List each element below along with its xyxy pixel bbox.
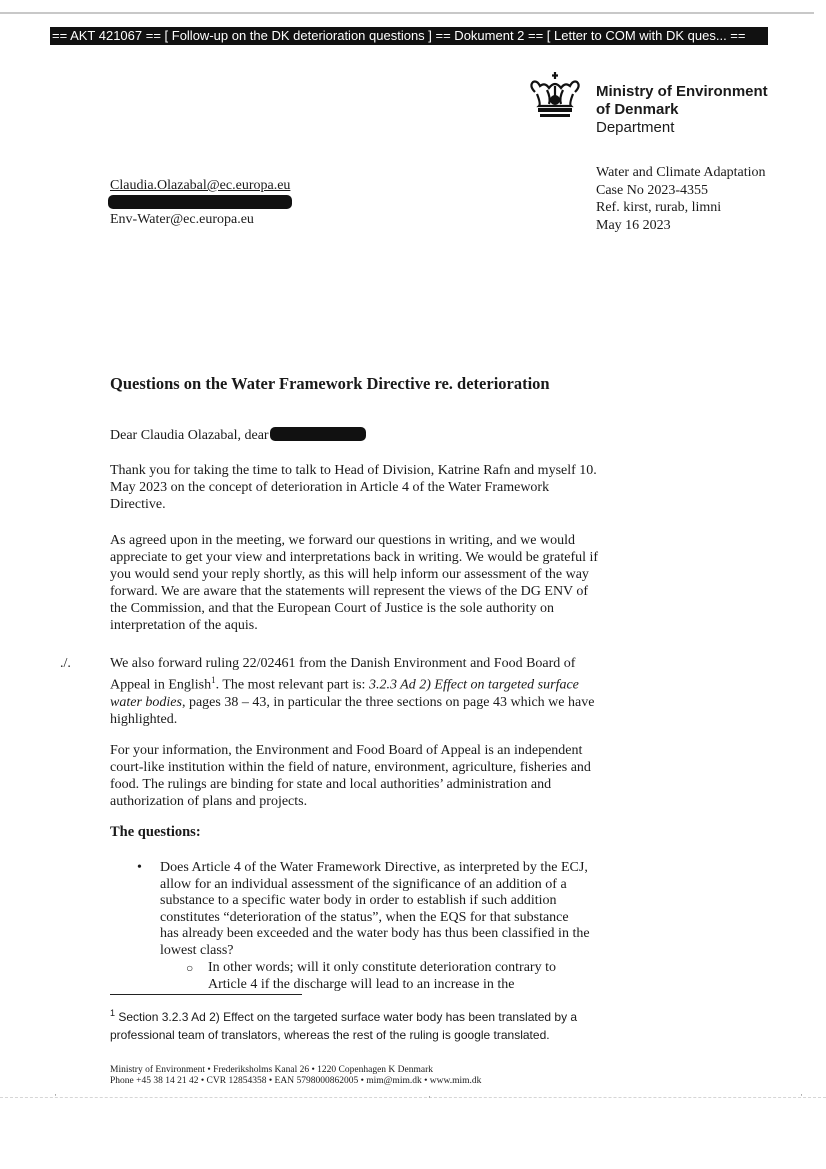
ministry-department: Department xyxy=(596,119,675,136)
footer-contact: Phone +45 38 14 21 42 • CVR 12854358 • EAN 5798000862005 • mim@mim.dk • www.mim.dk xyxy=(110,1076,482,1086)
scan-mark: · xyxy=(54,1090,57,1100)
questions-list xyxy=(110,860,590,993)
salutation xyxy=(110,427,605,444)
recipient-email-3[interactable]: Env-Water@ec.europa.eu xyxy=(110,212,254,227)
footnote xyxy=(110,1004,590,1044)
sub-question-item xyxy=(160,960,590,993)
ministry-name: Ministry of Environment xyxy=(596,83,768,100)
reference: Ref. kirst, rurab, limni xyxy=(596,200,722,215)
sender-unit: Water and Climate Adaptation xyxy=(596,165,766,180)
footnote-rule xyxy=(110,994,302,995)
paragraph-2: As agreed upon in the meeting, we forward our questions in writing, and we would appreciate to get your view and interpretations back in writing. We would be grateful if you would send your reply shortly, as this will help inform our assessment of the way forward. We are aware that the statements will represent the views of the DG ENV of the Commission, and that the European Court of Justice is the sole authority on interpretation of the aquis. xyxy=(110,533,599,633)
salutation-text: Dear Claudia Olazabal, dear xyxy=(110,428,269,443)
document-banner: == AKT 421067 == [ Follow-up on the DK deterioration questions ] == Dokument 2 == [ Letter to COM with DK ques... == xyxy=(50,27,768,45)
sub-question-text: In other words; will it only constitute deterioration contrary to Article 4 if the discharge will lead to an increase in the xyxy=(208,960,556,992)
footnote-text: Section 3.2.3 Ad 2) Effect on the targeted surface water body has been translated by a professional team of translators, whereas the rest of the ruling is google translated. xyxy=(110,1010,578,1042)
enclosure-mark: ./. xyxy=(60,656,71,671)
question-text: Does Article 4 of the Water Framework Directive, as interpreted by the ECJ, allow for an individual assessment of the significance of an addition of a substance to a specific water body in order to establish if such addition constitutes “deterioration of the status”, when the EQS for that substance has already been exceeded and the water body has thus been classified in the lowest class? xyxy=(160,860,590,958)
recipient-email-1[interactable]: Claudia.Olazabal@ec.europa.eu xyxy=(110,178,291,193)
case-number: Case No 2023-4355 xyxy=(596,182,708,198)
paragraph-3-section: 3.2.3 Ad 2) Effect on targeted surface water bodies xyxy=(110,677,579,710)
royal-crown-icon xyxy=(527,70,583,120)
page-footer xyxy=(110,1065,481,1087)
footnote-number: 1 xyxy=(110,1008,116,1018)
paragraph-3 xyxy=(110,655,605,728)
scan-top-line xyxy=(0,12,814,14)
ministry-country: of Denmark xyxy=(596,101,679,118)
paragraph-4: For your information, the Environment and Food Board of Appeal is an independent court-like institution within the field of nature, environment, agriculture, fisheries and food. The rulings are binding for state and local authorities’ administration and authorization of plans and projects. xyxy=(110,743,591,809)
footer-address: Ministry of Environment • Frederiksholms Kanal 26 • 1220 Copenhagen K Denmark xyxy=(110,1065,433,1075)
redaction-bar xyxy=(270,427,366,441)
sender-block xyxy=(596,164,766,234)
paragraph-3-text-c: , pages 38 – 43, in particular the three sections on page 43 which we have highlighted. xyxy=(110,694,595,727)
letter-title: Questions on the Water Framework Directive re. deterioration xyxy=(110,374,550,393)
redaction-bar xyxy=(108,195,292,209)
footnote-ref: 1 xyxy=(211,675,216,685)
letter-date: May 16 2023 xyxy=(596,217,671,233)
bullet-icon: • xyxy=(137,860,142,875)
scan-mark: · xyxy=(428,1092,431,1102)
paragraph-3-text-b: . The most relevant part is: xyxy=(215,677,369,693)
paragraph-1: Thank you for taking the time to talk to Head of Division, Katrine Rafn and myself 10. May 2023 on the concept of deterioration in Article 4 of the Water Framework Directive. xyxy=(110,463,597,512)
circle-bullet-icon: ○ xyxy=(186,961,194,975)
ministry-block xyxy=(596,83,768,137)
questions-heading: The questions: xyxy=(110,824,201,840)
scan-mark: · xyxy=(800,1090,803,1100)
scan-bottom-line xyxy=(0,1097,826,1099)
paragraph-3-text-a: We also forward ruling 22/02461 from the Danish Environment and Food Board of Appeal in English xyxy=(110,656,576,693)
question-item xyxy=(110,860,590,993)
